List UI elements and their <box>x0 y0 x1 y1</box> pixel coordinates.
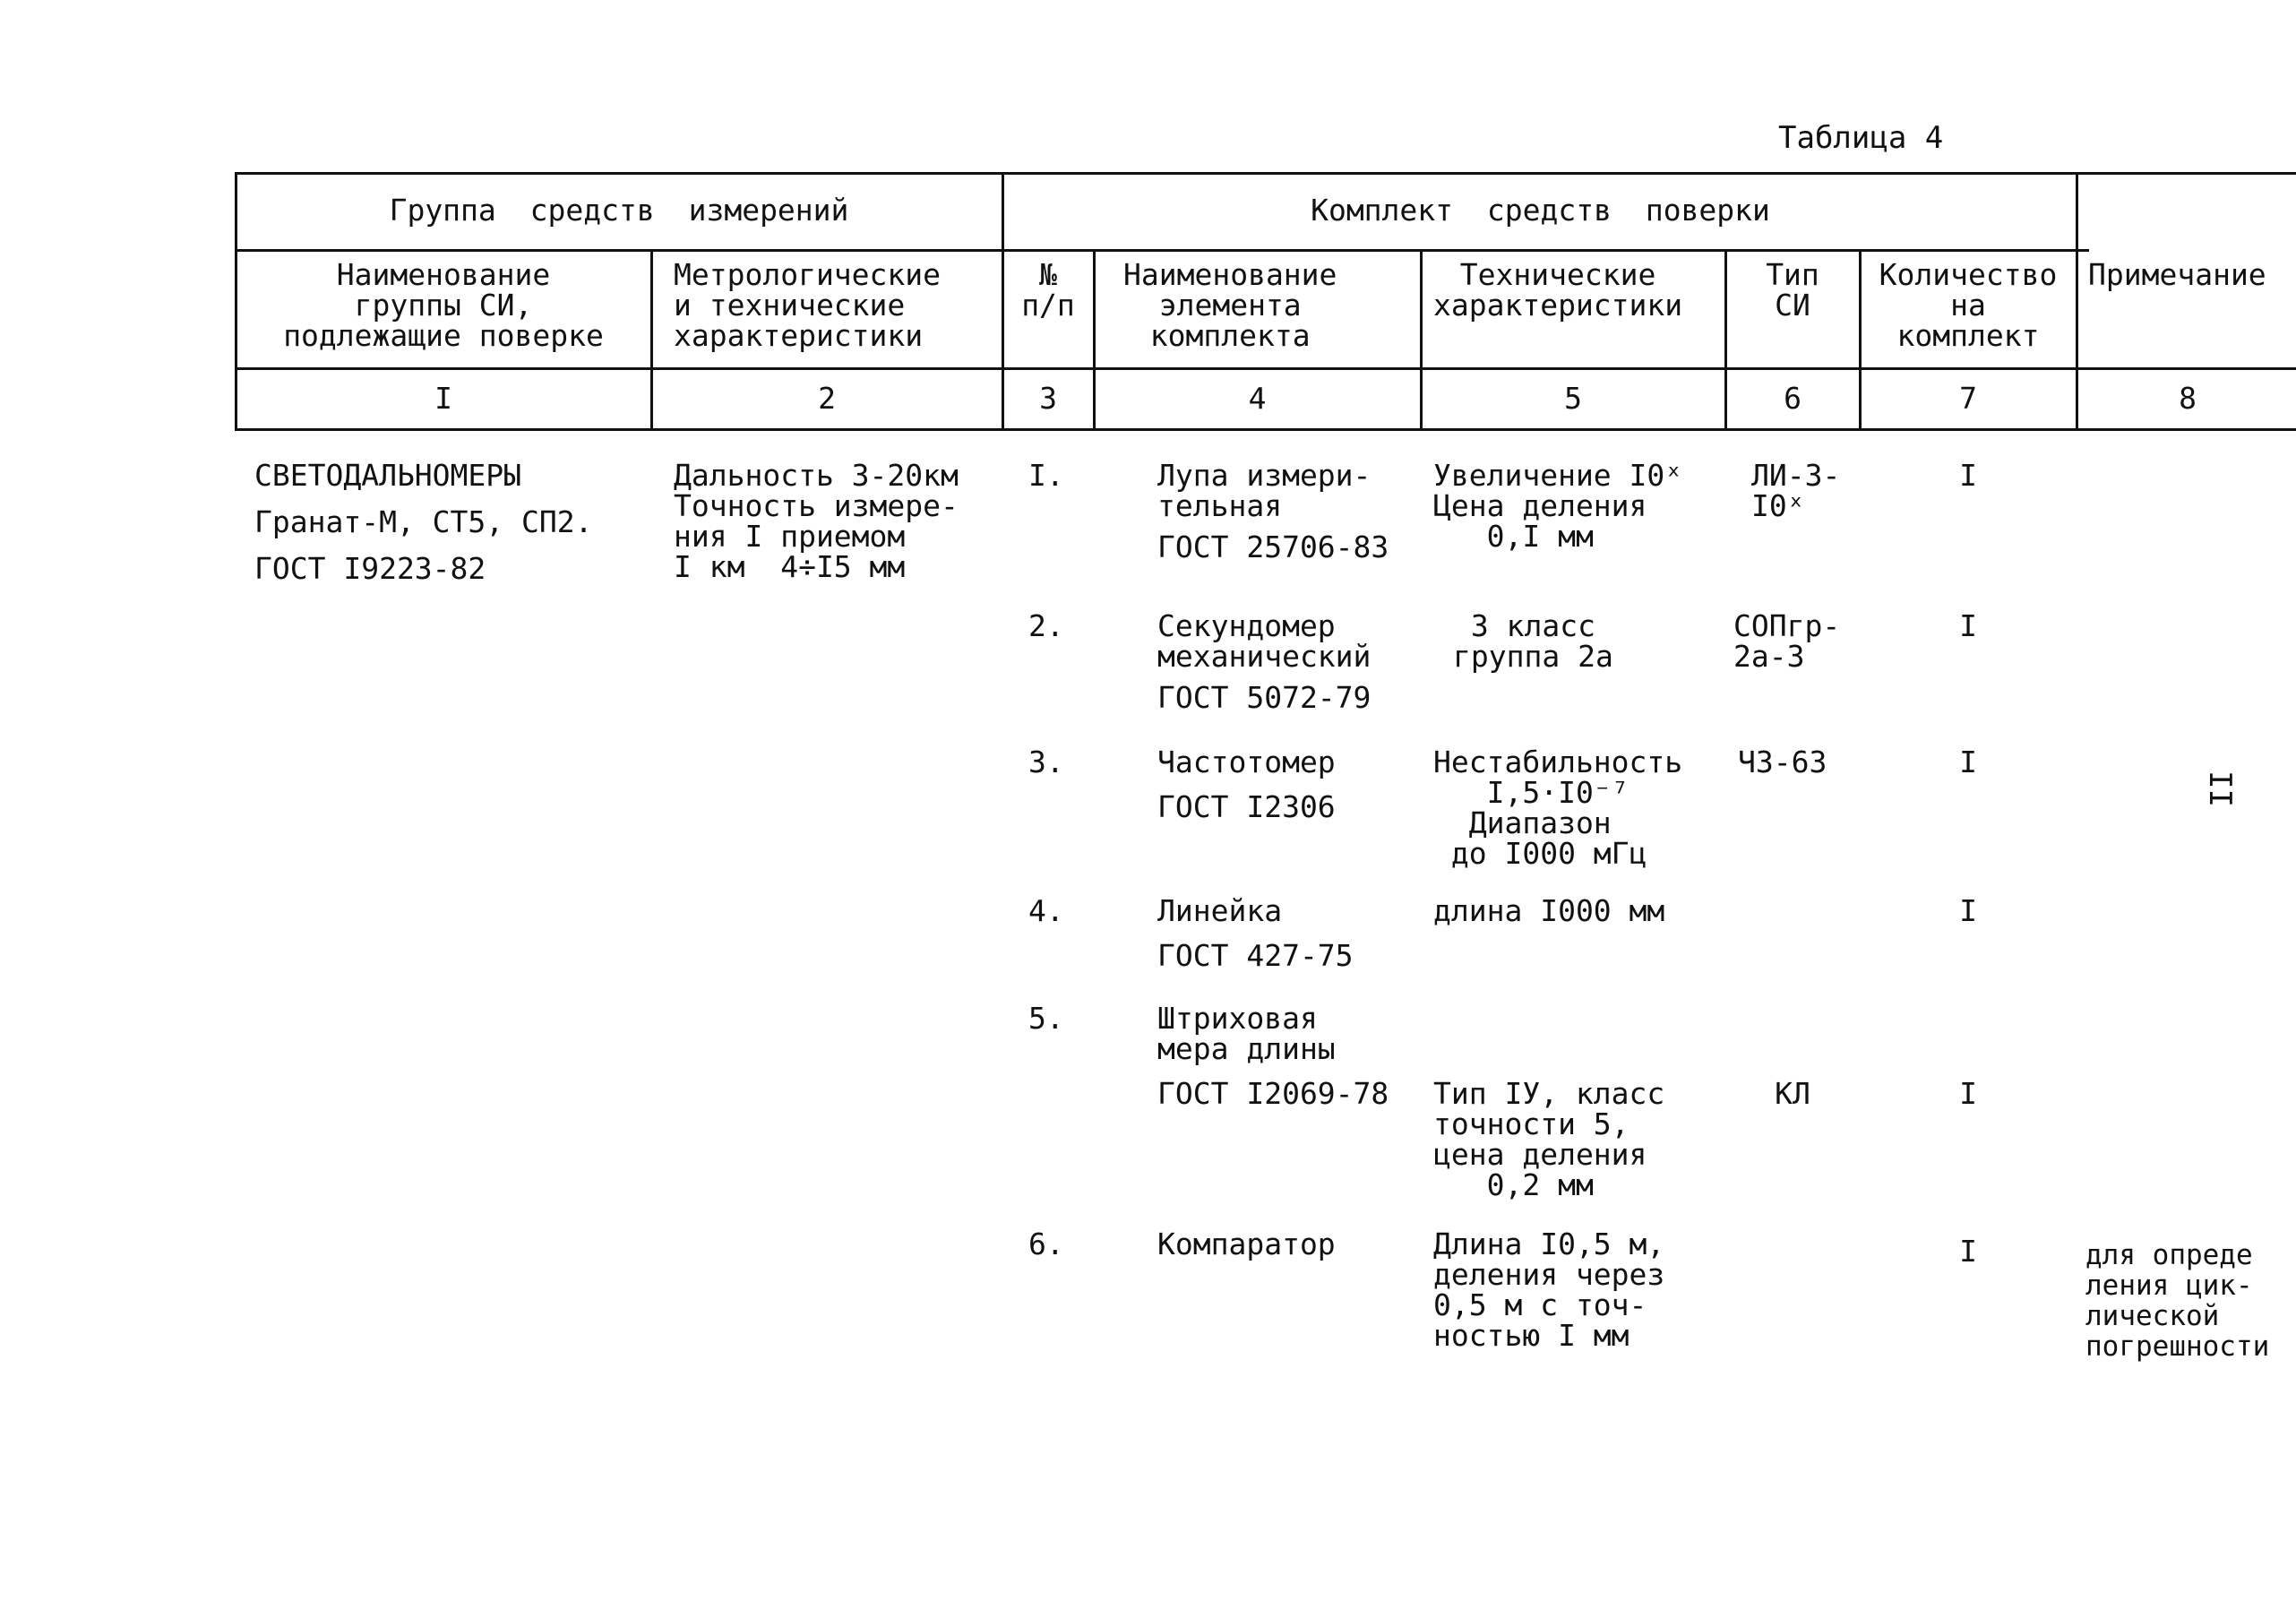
row-2-number: 2. <box>1028 608 1064 643</box>
col-number-6: 6 <box>1784 381 1802 416</box>
row-3-number: 3. <box>1028 745 1064 779</box>
rule-col-2-3 <box>1002 172 1004 428</box>
row-1-qty: I <box>1959 458 1977 493</box>
row-1-type: ЛИ-3- I0ˣ <box>1751 458 1841 523</box>
col-header-qty: Количество на комплект <box>1879 257 2058 353</box>
row-1-tech: Увеличение I0ˣ Цена деления 0,I мм <box>1433 458 1683 554</box>
rule-numbers-bottom <box>235 428 2296 431</box>
row-6-name: Компаратор <box>1157 1227 1336 1261</box>
rule-col-5-6 <box>1724 249 1727 428</box>
col-header-element-name: Наименование элемента комплекта <box>1123 257 1337 353</box>
row-2-tech: 3 класс группа 2а <box>1453 608 1613 674</box>
row-3-tech: Нестабильность I,5·I0⁻⁷ Диапазон до I000 мГц <box>1433 745 1683 871</box>
row-2-gost: ГОСТ 5072-79 <box>1157 680 1372 715</box>
row-2-qty: I <box>1959 608 1977 643</box>
col-header-metrology: Метрологические и технические характеристики <box>674 257 942 353</box>
row-2-type: СОПгр- 2а-3 <box>1733 608 1841 674</box>
row-3-qty: I <box>1959 745 1977 779</box>
row-4-qty: I <box>1959 893 1977 928</box>
rule-group-sub <box>235 249 2089 252</box>
rule-col-6-7 <box>1859 249 1862 428</box>
row-4-tech: длина I000 мм <box>1433 893 1665 928</box>
group-name-line-2: Гранат-М, СТ5, СП2. <box>254 504 593 539</box>
row-6-number: 6. <box>1028 1227 1064 1261</box>
group-name-line-1: СВЕТОДАЛЬНОМЕРЫ <box>254 458 522 493</box>
header-group-title: Группа средств измерений <box>389 193 849 228</box>
col-header-tech: Технические характеристики <box>1433 257 1683 323</box>
col-header-number: № п/п <box>1021 257 1075 323</box>
col-number-2: 2 <box>818 381 836 416</box>
rule-col-left <box>235 172 237 428</box>
header-kit-title: Комплект средств поверки <box>1311 193 1770 228</box>
col-number-5: 5 <box>1564 381 1582 416</box>
row-5-name: Штриховая мера длины <box>1157 1001 1336 1066</box>
row-5-type: КЛ <box>1775 1076 1810 1111</box>
row-5-qty: I <box>1959 1076 1977 1111</box>
rule-col-4-5 <box>1420 249 1423 428</box>
col-header-type: Тип СИ <box>1766 257 1819 323</box>
row-5-number: 5. <box>1028 1001 1064 1036</box>
col-number-8: 8 <box>2179 381 2197 416</box>
row-3-type: Ч3-63 <box>1738 745 1827 779</box>
rule-top <box>235 172 2296 175</box>
row-3-gost: ГОСТ I2306 <box>1157 789 1336 824</box>
rule-col-7-8 <box>2076 172 2078 428</box>
group-name-line-3: ГОСТ I9223-82 <box>254 551 486 586</box>
row-1-name: Лупа измери- тельная <box>1157 458 1372 523</box>
row-1-number: I. <box>1028 458 1064 493</box>
col-number-4: 4 <box>1248 381 1267 416</box>
row-5-tech: Тип IУ, класс точности 5, цена деления 0,2 мм <box>1433 1076 1665 1202</box>
col-header-note: Примечание <box>2088 257 2266 292</box>
table-caption: Таблица 4 <box>1778 120 1944 156</box>
rule-col-1-2 <box>650 249 653 428</box>
col-number-3: 3 <box>1039 381 1057 416</box>
rule-header-bottom <box>235 367 2296 370</box>
col-number-7: 7 <box>1959 381 1977 416</box>
row-3-name: Частотомер <box>1157 745 1336 779</box>
row-5-gost: ГОСТ I2069-78 <box>1157 1076 1389 1111</box>
group-metrology: Дальность 3-20км Точность измере- ния I приемом I км 4÷I5 мм <box>674 458 959 584</box>
col-header-group-name: Наименование группы СИ, подлежащие поверке <box>283 257 604 353</box>
rule-col-3-4 <box>1093 249 1096 428</box>
row-1-gost: ГОСТ 25706-83 <box>1157 529 1389 564</box>
row-6-tech: Длина I0,5 м, деления через 0,5 м с точ- ностью I мм <box>1433 1227 1665 1353</box>
row-4-number: 4. <box>1028 893 1064 928</box>
col-number-1: I <box>434 381 452 416</box>
page-number: II <box>2202 770 2238 807</box>
row-6-note: для опреде ления цик- лической погрешности <box>2085 1239 2270 1363</box>
row-6-qty: I <box>1959 1234 1977 1269</box>
row-4-gost: ГОСТ 427-75 <box>1157 938 1354 973</box>
row-4-name: Линейка <box>1157 893 1283 928</box>
row-2-name: Секундомер механический <box>1157 608 1372 674</box>
